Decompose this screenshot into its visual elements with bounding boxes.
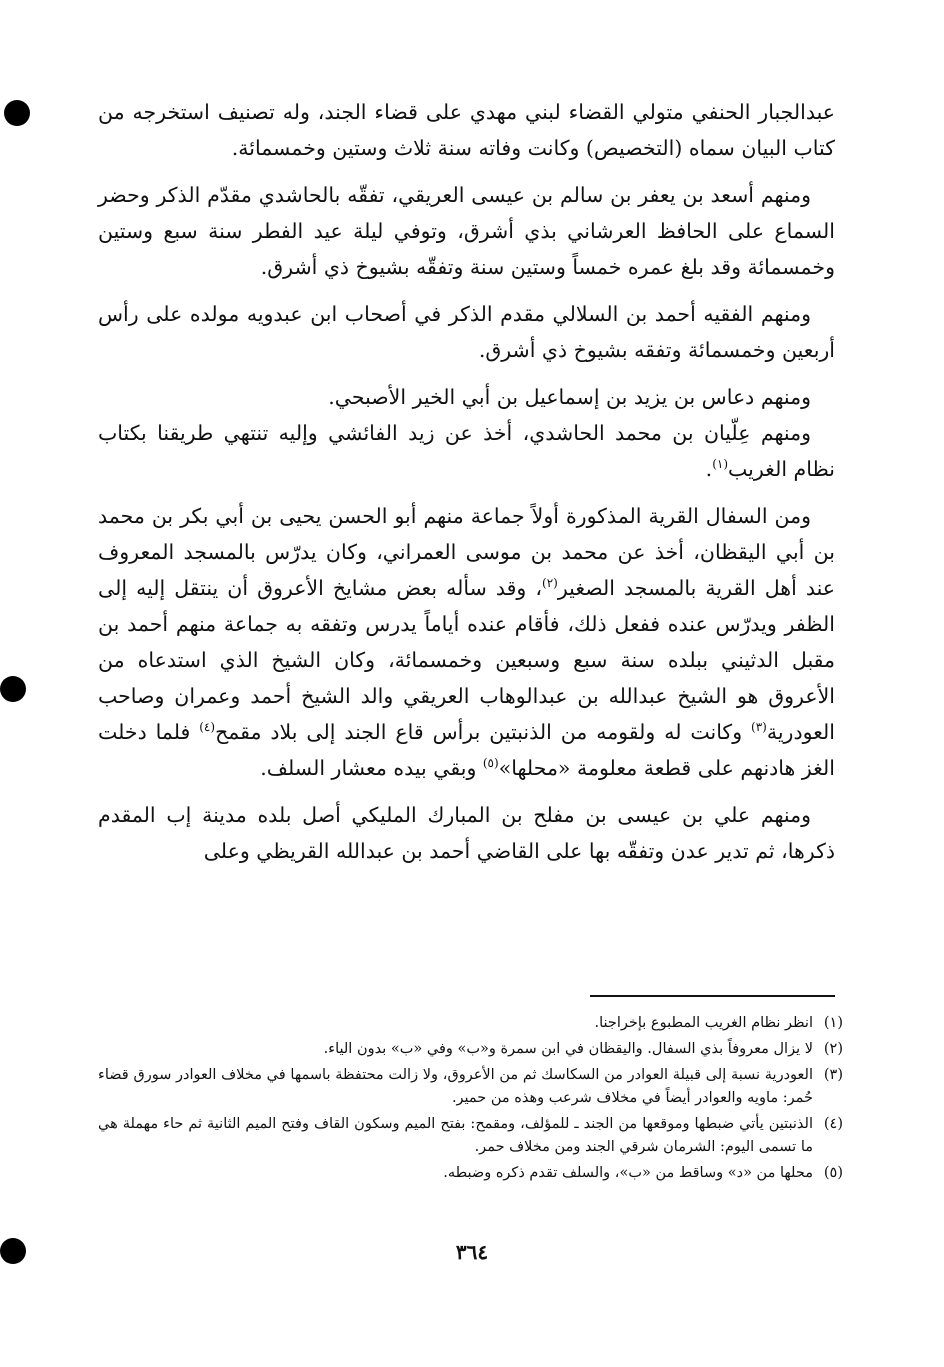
paragraph-3: ومنهم الفقيه أحمد بن السلالي مقدم الذكر في أصحاب ابن عبدويه مولده على رأس أربعين وخمسمائة وتفقه بشيوخ ذي أشرق. xyxy=(98,302,835,362)
footnote-ref-5: (٥) xyxy=(482,756,499,771)
footnote-number: (١) xyxy=(823,1015,843,1031)
footnote-text: انظر نظام الغريب المطبوع بإخراجنا. xyxy=(594,1015,813,1031)
footnote-3 xyxy=(98,1064,843,1110)
paragraph-1: عبدالجبار الحنفي متولي القضاء لبني مهدي على قضاء الجند، وله تصنيف استخرجه من كتاب البيان سماه (التخصيص) وكانت وفاته سنة ثلاث وستين وخمسمائة. xyxy=(98,100,835,160)
footnote-ref-1: (١) xyxy=(712,457,729,472)
page-number: ٣٦٤ xyxy=(455,1240,489,1264)
footnote-4 xyxy=(98,1113,843,1159)
footnote-number: (٥) xyxy=(823,1165,843,1181)
footnote-number: (٣) xyxy=(823,1067,843,1083)
footnote-text: لا يزال معروفاً بذي السفال. واليقظان في ابن سمرة و«ب» وفي «ب» بدون الياء. xyxy=(323,1041,813,1057)
main-text xyxy=(98,94,835,880)
footnote-text: العودرية نسبة إلى قبيلة العوادر من السكاسك ثم من الأعروق، ولا زالت محتفظة باسمها في مخلاف العوادر سورق قضاء حُمر: ماويه والعوادر أيضاً في مخلاف شرعب وهذه من حمير. xyxy=(98,1067,813,1106)
footnote-1 xyxy=(98,1012,843,1035)
paragraph-5: ومنهم عِلّيان بن محمد الحاشدي، أخذ عن زيد الفائشي وإليه تنتهي طريقنا بكتاب نظام الغريب$^{(١)}$. xyxy=(98,421,835,481)
footnotes xyxy=(98,1012,843,1188)
footnote-number: (٤) xyxy=(823,1116,843,1132)
footnote-separator xyxy=(590,995,835,997)
footnote-ref-2: (٢) xyxy=(542,576,558,591)
paragraph-4: ومنهم دعاس بن يزيد بن إسماعيل بن أبي الخير الأصبحي. xyxy=(328,385,811,409)
footnote-ref-4: (٤) xyxy=(199,720,216,735)
paragraph-6: ومن السفال القرية المذكورة أولاً جماعة منهم أبو الحسن يحيى بن أبي بكر بن محمد بن أبي اليقظان، أخذ عن محمد بن موسى العمراني، وكان يدرّس بالمسجد المعروف عند أهل القرية بالمسجد الصغير$^{(٢)}$، وقد سأله بعض مشايخ الأعروق أن ينتقل إليه إلى الظفر ويدرّس عنده ففعل ذلك، فأقام عنده أياماً يدرس وتفقه به جماعة منهم أحمد بن مقبل الدثيني ببلده سنة سبع وسبعين وخمسمائة، وكان الشيخ الذي استدعاه من الأعروق هو الشيخ عبدالله بن عبدالوهاب العريقي والد الشيخ أحمد وعمران وصاحب العودرية$^{(٣)}$ وكانت له ولقومه من الذنبتين برأس قاع الجند إلى بلاد مقمح$^{(٤)}$ فلما دخلت الغز هادنهم على قطعة معلومة «محلها»$^{(٥)}$ وبقي بيده معشار السلف. xyxy=(98,504,836,780)
footnote-number: (٢) xyxy=(823,1041,843,1057)
binder-hole-top xyxy=(4,100,30,126)
footnote-text: محلها من «د» وساقط من «ب»، والسلف تقدم ذكره وضبطه. xyxy=(443,1165,813,1181)
footnote-2 xyxy=(98,1038,843,1061)
paragraph-7: ومنهم علي بن عيسى بن مفلح بن المبارك المليكي أصل بلده مدينة إب المقدم ذكرها، ثم تدير عدن وتفقّه بها على القاضي أحمد بن عبدالله القريظي وعلى xyxy=(98,803,835,863)
binder-hole-middle xyxy=(0,676,26,702)
paragraph-2: ومنهم أسعد بن يعفر بن سالم بن عيسى العريقي، تفقّه بالحاشدي مقدّم الذكر وحضر السماع على الحافظ العرشاني بذي أشرق، وتوفي ليلة عيد الفطر سنة سبع وستين وخمسمائة وقد بلغ عمره خمساً وستين سنة وتفقّه بشيوخ ذي أشرق. xyxy=(98,183,835,279)
footnote-text: الذنبتين يأتي ضبطها وموقعها من الجند ـ للمؤلف، ومقمح: بفتح الميم وسكون القاف وفتح الميم الثانية ثم حاء مهملة هي ما تسمى اليوم: الشرمان شرقي الجند ومن مخلاف حمر. xyxy=(98,1116,813,1155)
footnote-ref-3: (٣) xyxy=(751,720,767,735)
footnote-5 xyxy=(98,1162,843,1185)
